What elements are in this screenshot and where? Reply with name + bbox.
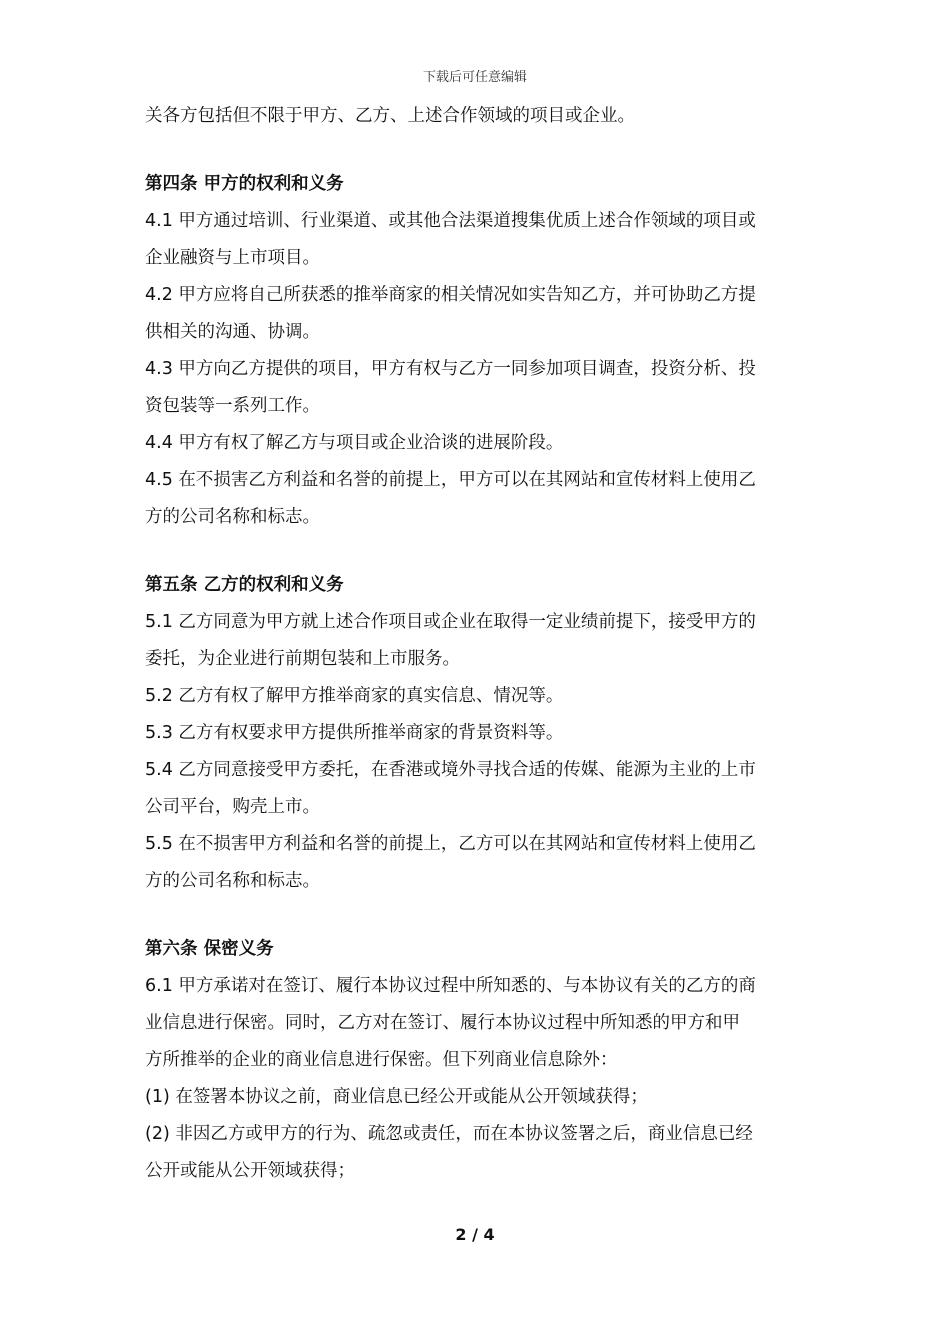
paragraph-line: (1) 在签署本协议之前，商业信息已经公开或能从公开领域获得； (145, 1087, 648, 1107)
paragraph-line: 5.5 在不损害甲方利益和名誉的前提上，乙方可以在其网站和宣传材料上使用乙 (145, 834, 756, 854)
paragraph-line: 业信息进行保密。同时，乙方对在签订、履行本协议过程中所知悉的甲方和甲 (145, 1013, 740, 1033)
paragraph-line: 4.2 甲方应将自己所获悉的推举商家的相关情况如实告知乙方，并可协助乙方提 (145, 285, 756, 305)
page-number: 2 / 4 (455, 1225, 495, 1244)
paragraph-line: 4.3 甲方向乙方提供的项目，甲方有权与乙方一同参加项目调查，投资分析、投 (145, 359, 756, 379)
document-body (145, 98, 810, 1190)
paragraph-line: 供相关的沟通、协调。 (145, 322, 320, 342)
paragraph-line: 资包装等一系列工作。 (145, 396, 320, 416)
paragraph-line: 公司平台，购壳上市。 (145, 797, 320, 817)
section-heading: 第六条 保密义务 (145, 939, 274, 959)
paragraph-line: 公开或能从公开领域获得； (145, 1161, 355, 1181)
paragraph-line: (2) 非因乙方或甲方的行为、疏忽或责任，而在本协议签署之后，商业信息已经 (145, 1124, 753, 1144)
paragraph-line: 4.4 甲方有权了解乙方与项目或企业洽谈的进展阶段。 (145, 433, 564, 453)
paragraph-line: 4.1 甲方通过培训、行业渠道、或其他合法渠道搜集优质上述合作领域的项目或 (145, 211, 756, 231)
paragraph-line: 方的公司名称和标志。 (145, 507, 320, 527)
paragraph-line: 5.2 乙方有权了解甲方推举商家的真实信息、情况等。 (145, 686, 564, 706)
paragraph-line: 方所推举的企业的商业信息进行保密。但下列商业信息除外： (145, 1050, 618, 1070)
paragraph-line: 5.1 乙方同意为甲方就上述合作项目或企业在取得一定业绩前提下，接受甲方的 (145, 612, 756, 632)
paragraph-line: 6.1 甲方承诺对在签订、履行本协议过程中所知悉的、与本协议有关的乙方的商 (145, 976, 756, 996)
section-heading: 第五条 乙方的权利和义务 (145, 575, 344, 595)
paragraph-line: 方的公司名称和标志。 (145, 871, 320, 891)
section-heading: 第四条 甲方的权利和义务 (145, 174, 344, 194)
paragraph-line: 5.3 乙方有权要求甲方提供所推举商家的背景资料等。 (145, 723, 564, 743)
page-header: 下载后可任意编辑 (422, 70, 527, 85)
paragraph-line: 5.4 乙方同意接受甲方委托，在香港或境外寻找合适的传媒、能源为主业的上市 (145, 760, 756, 780)
paragraph-line: 4.5 在不损害乙方利益和名誉的前提上，甲方可以在其网站和宣传材料上使用乙 (145, 470, 756, 490)
paragraph-line: 企业融资与上市项目。 (145, 248, 320, 268)
paragraph-line: 关各方包括但不限于甲方、乙方、上述合作领域的项目或企业。 (145, 106, 635, 126)
paragraph-line: 委托，为企业进行前期包装和上市服务。 (145, 649, 460, 669)
